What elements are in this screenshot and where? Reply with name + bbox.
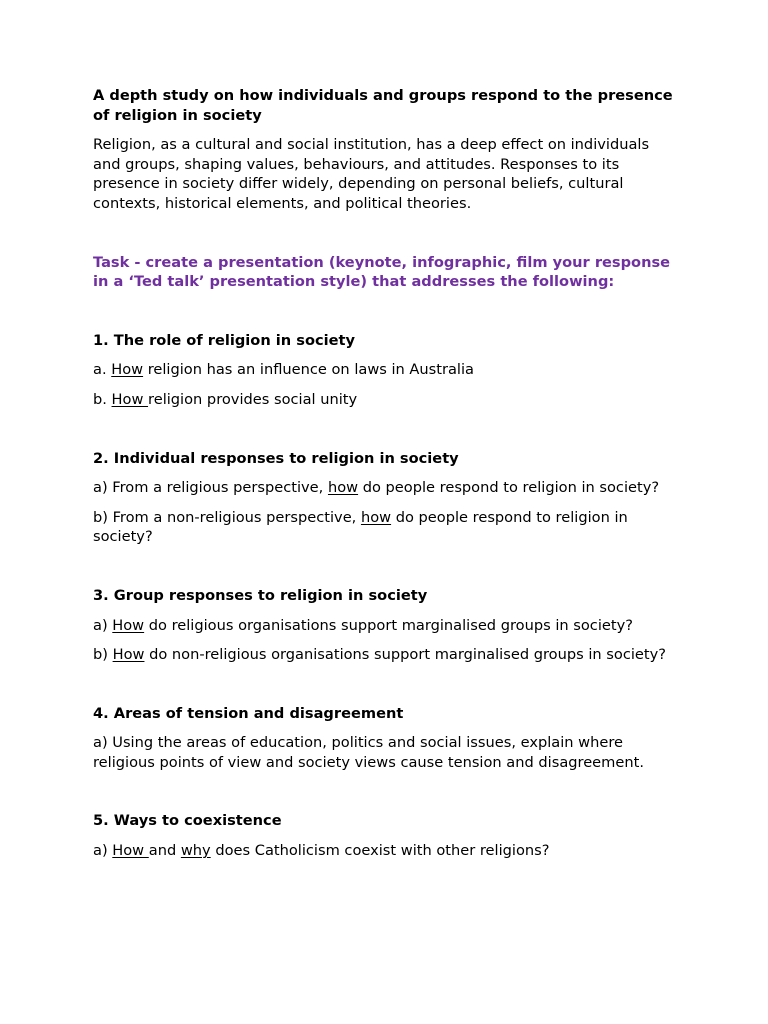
task-instructions: Task - create a presentation (keynote, infographic, film your response in a ‘Ted talk’ presentation style) that addresses the following: xyxy=(93,253,671,291)
intro-paragraph: Religion, as a cultural and social institution, has a deep effect on individuals and groups, shaping values, behaviours, and attitudes. Responses to its presence in society differ widely, depending on personal beliefs, cultural contexts, historical elements, and political theories. xyxy=(93,136,650,212)
underlined-keyword: how xyxy=(360,508,392,526)
question-item: a) Using the areas of education, politics and social issues, explain where religious points of view and society views cause tension and disagreement. xyxy=(93,734,644,771)
question-prefix: a. xyxy=(93,361,112,379)
question-text: and xyxy=(148,842,181,860)
question-prefix: a) xyxy=(93,842,113,860)
question-text: do religious organisations support marginalised groups in society? xyxy=(144,616,633,634)
section-heading: 1. The role of religion in society xyxy=(93,331,356,349)
question-prefix: b. xyxy=(93,390,112,408)
question-item xyxy=(93,616,678,636)
section-heading: 2. Individual responses to religion in society xyxy=(93,449,459,467)
question-text: religion provides social unity xyxy=(148,390,358,408)
question-prefix: a) From a religious perspective, xyxy=(93,479,328,497)
question-item xyxy=(93,841,678,861)
question-item xyxy=(93,508,678,547)
section-group-responses xyxy=(93,586,678,665)
section-heading: 5. Ways to coexistence xyxy=(93,812,282,830)
question-item xyxy=(93,645,678,665)
question-text: do people respond to religion in society? xyxy=(93,508,628,546)
underlined-keyword: How xyxy=(112,616,145,634)
question-text: religion has an influence on laws in Australia xyxy=(143,361,474,379)
underlined-keyword: How xyxy=(111,361,144,379)
underlined-keyword: How xyxy=(111,390,149,408)
section-individual-responses xyxy=(93,449,678,547)
underlined-keyword: How xyxy=(112,842,149,860)
question-item xyxy=(93,360,678,380)
document-title: A depth study on how individuals and groups respond to the presence of religion in society xyxy=(93,87,673,124)
section-tension-disagreement xyxy=(93,704,678,773)
question-text: do people respond to religion in society? xyxy=(358,479,660,497)
question-text: does Catholicism coexist with other religions? xyxy=(210,842,550,860)
question-text: do non-religious organisations support marginalised groups in society? xyxy=(144,646,666,664)
section-role-of-religion xyxy=(93,331,678,410)
section-heading: 3. Group responses to religion in society xyxy=(93,586,428,604)
question-item xyxy=(93,390,678,410)
question-item xyxy=(93,478,678,498)
question-prefix: a) xyxy=(93,616,113,634)
question-prefix: b) From a non-religious perspective, xyxy=(93,508,361,526)
section-heading: 4. Areas of tension and disagreement xyxy=(93,704,404,722)
underlined-keyword: why xyxy=(180,842,211,860)
underlined-keyword: How xyxy=(112,646,145,664)
underlined-keyword: how xyxy=(327,479,359,497)
section-coexistence xyxy=(93,811,678,860)
question-prefix: b) xyxy=(93,646,113,664)
